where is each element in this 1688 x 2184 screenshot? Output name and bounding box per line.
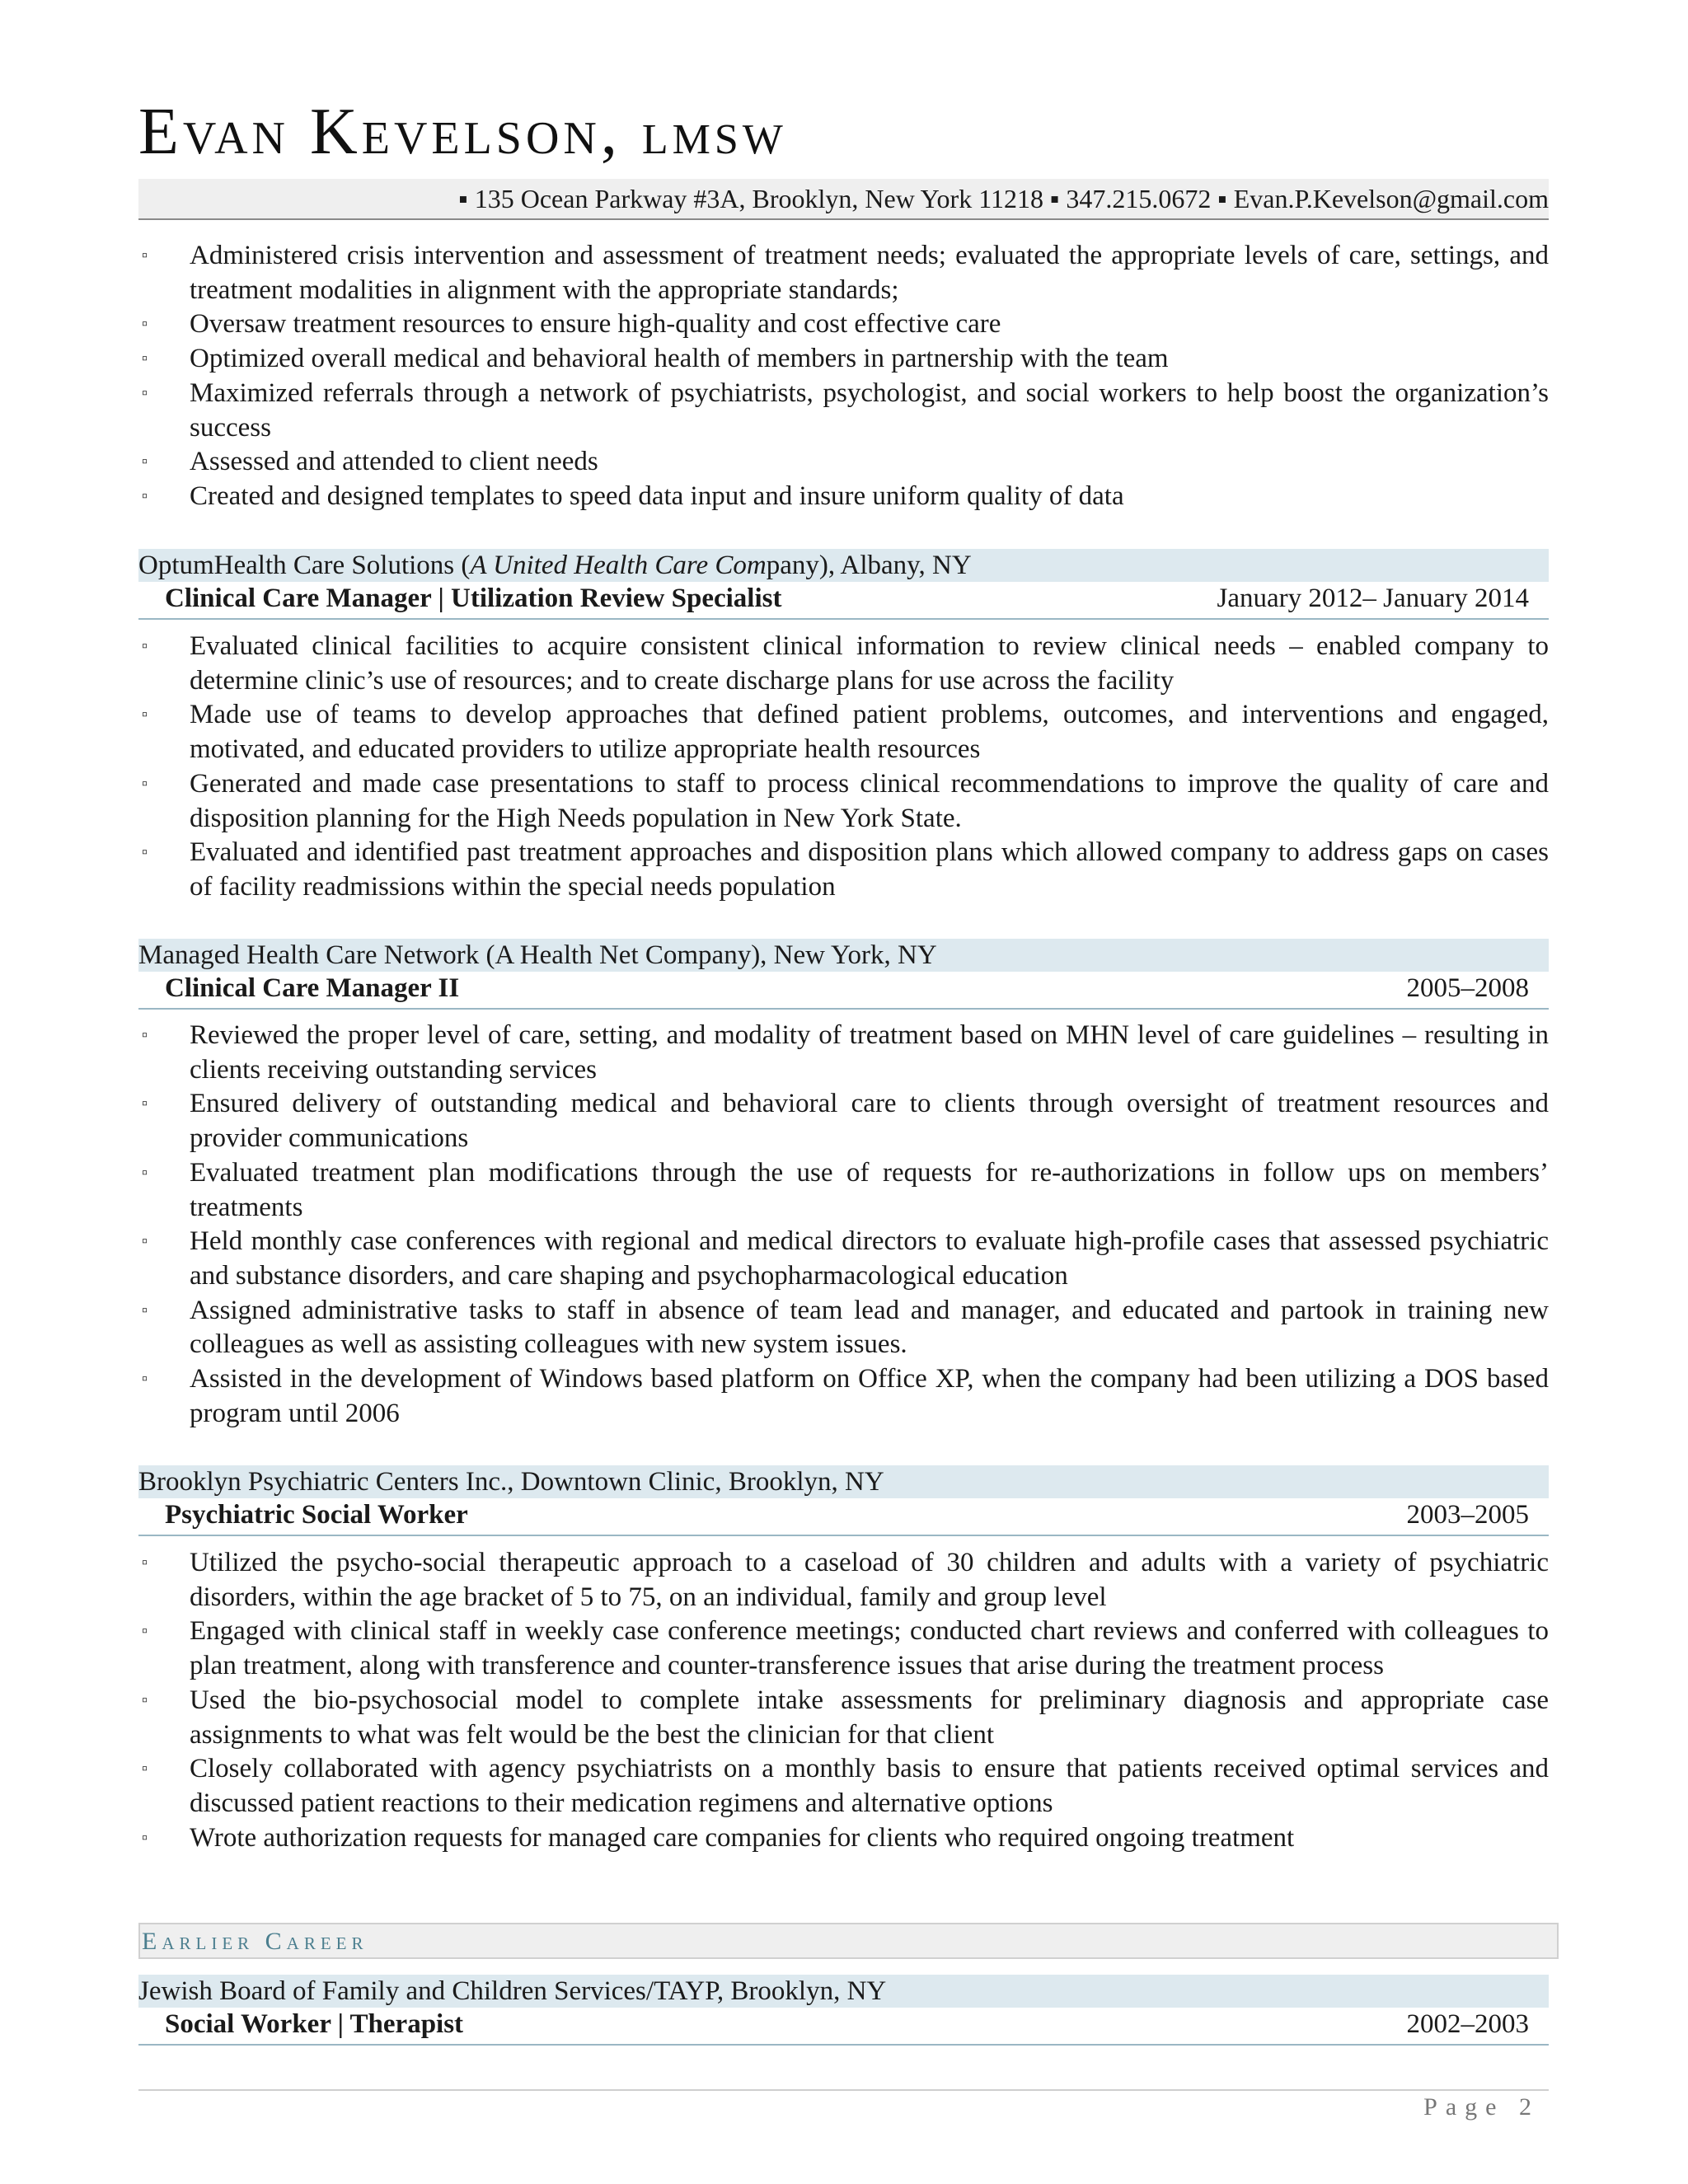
job-title: Social Worker | Therapist — [165, 2009, 464, 2039]
candidate-name — [138, 96, 787, 168]
footer-divider — [138, 2089, 1549, 2091]
job-bullets — [138, 630, 1549, 905]
list-item: ▫ Oversaw treatment resources to ensure high-quality and cost effective care — [142, 309, 1001, 340]
job-role-row — [138, 582, 1549, 620]
job-title: Psychiatric Social Worker — [165, 1500, 468, 1530]
list-item: ▫ Reviewed the proper level of care, setting, and modality of treatment based on MHN level of care guidelines – resulting in clients receiving outstanding services — [142, 1020, 1549, 1085]
job-role-row — [138, 972, 1549, 1010]
section-title: Earlier Career — [142, 1928, 368, 1955]
list-item: ▫ Made use of teams to develop approaches that defined patient problems, outcomes, and interventions and engaged, motivated, and educated providers to utilize appropriate health resources — [142, 700, 1549, 765]
list-item: ▫ Utilized the psycho-social therapeutic approach to a caseload of 30 children and adults with a variety of psychiatric disorders, within the age bracket of 5 to 75, on an individual, family and group level — [142, 1548, 1549, 1612]
list-item: ▫ Generated and made case presentations to staff to process clinical recommendations to improve the quality of care and disposition planning for the High Needs population in New York State. — [142, 768, 1549, 833]
job-dates: 2005–2008 — [1406, 973, 1529, 1003]
credential: LMSW — [641, 116, 787, 163]
job-company-bar — [138, 939, 1549, 972]
job-dates: January 2012– January 2014 — [1217, 583, 1529, 613]
list-item: ▫ Evaluated clinical facilities to acquire consistent clinical information to review clinical needs – enabled company to determine clinic’s use of resources; and to create discharge plans for use across the facility — [142, 631, 1549, 696]
list-item: ▫ Administered crisis intervention and assessment of treatment needs; evaluated the appropriate levels of care, settings, and treatment modalities in alignment with the appropriate standards; — [142, 241, 1549, 305]
list-item: ▫ Wrote authorization requests for managed care companies for clients who required ongoing treatment — [142, 1822, 1295, 1853]
name-text: Evan Kevelson, — [138, 96, 621, 168]
list-item: ▫ Optimized overall medical and behavioral health of members in partnership with the team — [142, 344, 1169, 374]
job-company-bar — [138, 549, 1549, 582]
list-item: ▫ Assigned administrative tasks to staff in absence of team lead and manager, and educated and partook in training new colleagues as well as assisting colleagues with new system issues. — [142, 1295, 1549, 1360]
list-item: ▫ Ensured delivery of outstanding medical and behavioral care to clients through oversight of treatment resources and provider communications — [142, 1089, 1549, 1154]
list-item: ▫ Held monthly case conferences with regional and medical directors to evaluate high-profile cases that assessed psychiatric and substance disorders, and care shaping and psychopharmacological education — [142, 1226, 1549, 1291]
list-item: ▫ Assisted in the development of Windows based platform on Office XP, when the company had been utilizing a DOS based program until 2006 — [142, 1364, 1549, 1428]
job-title: Clinical Care Manager II — [165, 973, 460, 1003]
page-number: Page 2 — [1423, 2093, 1540, 2121]
job-role-row — [138, 1498, 1549, 1536]
job-company: Brooklyn Psychiatric Centers Inc., Downtown Clinic, Brooklyn, NY — [138, 1467, 884, 1497]
section-header-earlier-career — [138, 1923, 1559, 1959]
job-bullets — [138, 1019, 1549, 1431]
list-item: ▫ Maximized referrals through a network of psychiatrists, psychologist, and social workers to help boost the organization’s success — [142, 377, 1549, 443]
contact-bar — [138, 179, 1549, 220]
list-item: ▫ Assessed and attended to client needs — [142, 447, 598, 477]
job-company: OptumHealth Care Solutions (A United Health Care Company), Albany, NY — [138, 551, 972, 580]
job-company: Jewish Board of Family and Children Services/TAYP, Brooklyn, NY — [138, 1976, 887, 2006]
job-role-row — [138, 2008, 1549, 2046]
job-dates: 2003–2005 — [1406, 1500, 1529, 1530]
list-item: ▫ Used the bio-psychosocial model to complete intake assessments for preliminary diagnosis and appropriate case assignments to what was felt would be the best the clinician for that client — [142, 1685, 1549, 1750]
list-item: ▫ Closely collaborated with agency psychiatrists on a monthly basis to ensure that patients received optimal services and discussed patient reactions to their medication regimens and alternative options — [142, 1754, 1549, 1818]
list-item: ▫ Engaged with clinical staff in weekly case conference meetings; conducted chart reviews and conferred with colleagues to plan treatment, along with transference and counter-transference issues that arise during the treatment process — [142, 1616, 1549, 1681]
contact-info: ▪ 135 Ocean Parkway #3A, Brooklyn, New York 11218 ▪ 347.215.0672 ▪ Evan.P.Kevelson@gmail.com — [458, 184, 1549, 213]
list-item: ▫ Evaluated and identified past treatment approaches and disposition plans which allowed company to address gaps on cases of facility readmissions within the special needs population — [142, 837, 1549, 902]
job-title: Clinical Care Manager | Utilization Review Specialist — [165, 583, 782, 613]
job-bullets — [138, 1546, 1549, 1855]
list-item: ▫ Evaluated treatment plan modifications through the use of requests for re-authorizations in follow ups on members’ treatments — [142, 1157, 1549, 1222]
job-company-bar — [138, 1465, 1549, 1498]
job-company: Managed Health Care Network (A Health Net Company), New York, NY — [138, 940, 937, 970]
job-dates: 2002–2003 — [1406, 2009, 1529, 2039]
list-item: ▫ Created and designed templates to speed data input and insure uniform quality of data — [142, 480, 1124, 511]
continued-bullets — [138, 239, 1549, 514]
job-company-bar — [138, 1975, 1549, 2008]
